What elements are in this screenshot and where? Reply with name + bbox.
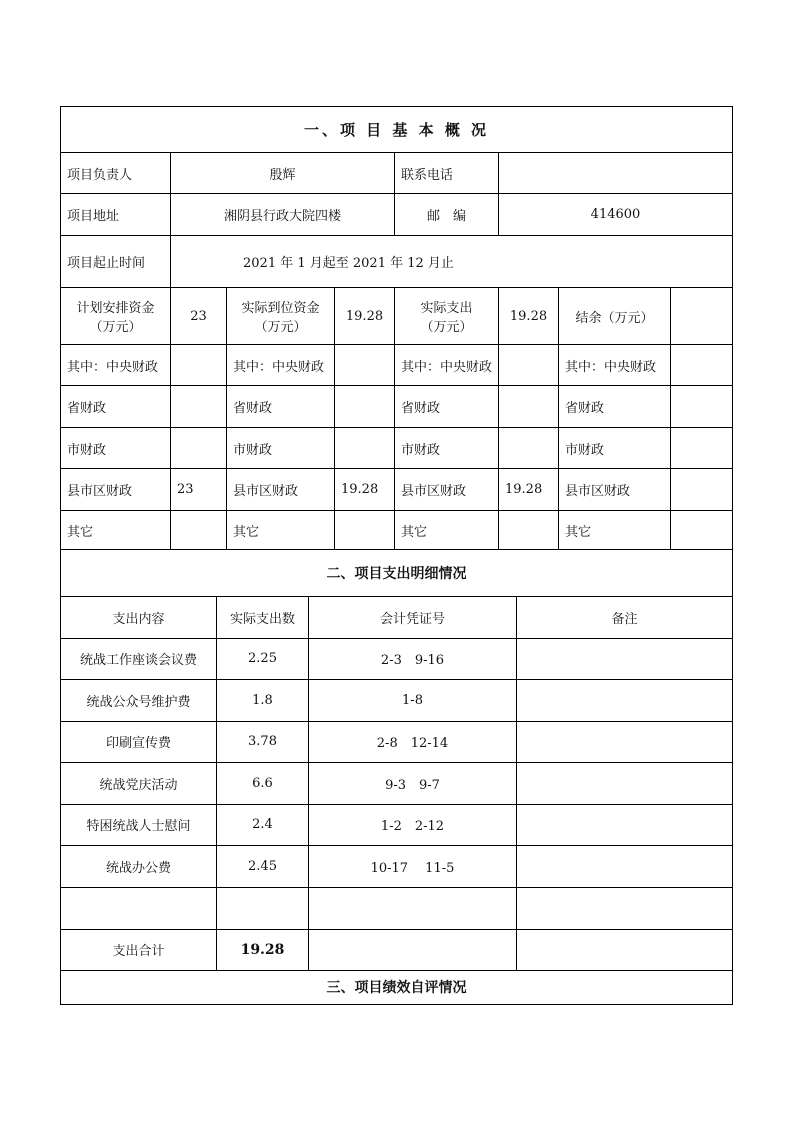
- funds-source-value: [671, 386, 733, 428]
- row-voucher: 1-8: [309, 679, 517, 721]
- row-voucher: 1-2 2-12: [309, 804, 517, 845]
- row-item: 统战公众号维护费: [61, 679, 217, 721]
- total-note: [517, 929, 733, 970]
- table-row: [61, 845, 733, 887]
- row-amount: 2.25: [217, 638, 309, 679]
- actual-arrived-label: 实际到位资金 （万元）: [227, 288, 335, 345]
- funds-source-value: [171, 345, 227, 386]
- row-item: 印刷宣传费: [61, 721, 217, 762]
- table-row: [61, 887, 733, 929]
- row-amount: [217, 887, 309, 929]
- row-item: 统战办公费: [61, 845, 217, 887]
- section2-title: 二、项目支出明细情况: [61, 550, 733, 597]
- balance-value: [671, 288, 733, 345]
- funds-source-value: [499, 511, 559, 550]
- funds-source-label: 省财政: [559, 386, 671, 428]
- funds-source-value: [171, 386, 227, 428]
- header-amount: 实际支出数: [217, 597, 309, 638]
- header-note: 备注: [517, 597, 733, 638]
- funds-source-value: 23: [171, 469, 227, 511]
- actual-arrived-value: 19.28: [335, 288, 395, 345]
- funds-source-label: 其中：中央财政: [559, 345, 671, 386]
- row-amount: 1.8: [217, 679, 309, 721]
- total-value: 19.28: [217, 929, 309, 970]
- funds-source-value: [499, 345, 559, 386]
- funds-source-value: [671, 428, 733, 469]
- table-row: [61, 638, 733, 679]
- funds-source-value: [171, 428, 227, 469]
- actual-spent-label: 实际支出 （万元）: [395, 288, 499, 345]
- funds-source-label: 县市区财政: [559, 469, 671, 511]
- funds-source-label: 县市区财政: [395, 469, 499, 511]
- section3-title: 三、项目绩效自评情况: [61, 970, 733, 1004]
- funds-source-label: 省财政: [395, 386, 499, 428]
- funds-source-value: [335, 428, 395, 469]
- row-item: 特困统战人士慰问: [61, 804, 217, 845]
- funds-source-value: [499, 428, 559, 469]
- phone-label: 联系电话: [395, 153, 499, 194]
- postcode-label: 邮 编: [395, 194, 499, 236]
- period-value: 2021 年 1 月起至 2021 年 12 月止: [171, 236, 733, 288]
- row-amount: 2.4: [217, 804, 309, 845]
- table-row: [61, 804, 733, 845]
- row-amount: 6.6: [217, 762, 309, 804]
- funds-source-value: 19.28: [499, 469, 559, 511]
- funds-source-label: 省财政: [227, 386, 335, 428]
- basic-info-table: [60, 106, 733, 597]
- funds-source-value: [499, 386, 559, 428]
- actual-spent-value: 19.28: [499, 288, 559, 345]
- funds-row: [61, 345, 733, 386]
- row-note: [517, 762, 733, 804]
- table-row: [61, 679, 733, 721]
- table-row: [61, 721, 733, 762]
- postcode-value: 414600: [499, 194, 733, 236]
- phone-value: [499, 153, 733, 194]
- funds-source-value: 19.28: [335, 469, 395, 511]
- funds-row: [61, 386, 733, 428]
- funds-source-label: 其它: [61, 511, 171, 550]
- funds-source-label: 其中：中央财政: [227, 345, 335, 386]
- funds-source-label: 其中：中央财政: [61, 345, 171, 386]
- row-note: [517, 679, 733, 721]
- funds-source-label: 县市区财政: [227, 469, 335, 511]
- funds-source-label: 其它: [227, 511, 335, 550]
- funds-source-value: [671, 469, 733, 511]
- header-item: 支出内容: [61, 597, 217, 638]
- row-amount: 3.78: [217, 721, 309, 762]
- row-note: [517, 804, 733, 845]
- funds-source-label: 其它: [395, 511, 499, 550]
- total-voucher: [309, 929, 517, 970]
- funds-source-label: 县市区财政: [61, 469, 171, 511]
- funds-source-label: 省财政: [61, 386, 171, 428]
- row-voucher: [309, 887, 517, 929]
- total-row: [61, 929, 733, 970]
- row-voucher: 9-3 9-7: [309, 762, 517, 804]
- funds-source-value: [671, 345, 733, 386]
- funds-source-label: 市财政: [559, 428, 671, 469]
- funds-source-label: 市财政: [61, 428, 171, 469]
- address-label: 项目地址: [61, 194, 171, 236]
- funds-row: [61, 469, 733, 511]
- section1-title: 一、项 目 基 本 概 况: [61, 107, 733, 153]
- row-item: 统战工作座谈会议费: [61, 638, 217, 679]
- funds-row: [61, 511, 733, 550]
- row-note: [517, 845, 733, 887]
- funds-row: [61, 428, 733, 469]
- row-note: [517, 887, 733, 929]
- row-item: 统战党庆活动: [61, 762, 217, 804]
- address-value: 湘阴县行政大院四楼: [171, 194, 395, 236]
- row-voucher: 10-17 11-5: [309, 845, 517, 887]
- row-note: [517, 721, 733, 762]
- funds-source-label: 其中：中央财政: [395, 345, 499, 386]
- total-label: 支出合计: [61, 929, 217, 970]
- funds-source-label: 市财政: [227, 428, 335, 469]
- planned-funds-value: 23: [171, 288, 227, 345]
- row-note: [517, 638, 733, 679]
- leader-value: 殷辉: [171, 153, 395, 194]
- period-label: 项目起止时间: [61, 236, 171, 288]
- funds-source-label: 其它: [559, 511, 671, 550]
- leader-label: 项目负责人: [61, 153, 171, 194]
- row-amount: 2.45: [217, 845, 309, 887]
- form-page: [60, 106, 732, 1005]
- funds-source-label: 市财政: [395, 428, 499, 469]
- table-header: [61, 597, 733, 638]
- balance-label: 结余（万元）: [559, 288, 671, 345]
- funds-source-value: [335, 345, 395, 386]
- header-voucher: 会计凭证号: [309, 597, 517, 638]
- row-voucher: 2-8 12-14: [309, 721, 517, 762]
- table-row: [61, 762, 733, 804]
- funds-source-value: [671, 511, 733, 550]
- funds-source-value: [335, 511, 395, 550]
- expenditure-table: [60, 597, 733, 1005]
- row-voucher: 2-3 9-16: [309, 638, 517, 679]
- funds-source-value: [171, 511, 227, 550]
- row-item: [61, 887, 217, 929]
- funds-source-value: [335, 386, 395, 428]
- planned-funds-label: 计划安排资金 （万元）: [61, 288, 171, 345]
